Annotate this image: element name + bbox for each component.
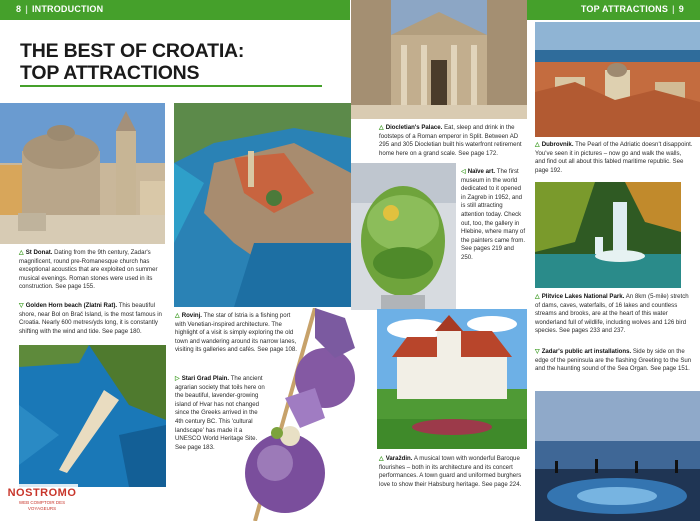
caption-zadar — [535, 348, 693, 374]
caption-title: Dubrovnik. — [541, 141, 574, 148]
triangle-left-icon: ◁ — [461, 168, 466, 175]
triangle-up-icon: △ — [19, 249, 24, 256]
page-title — [20, 40, 340, 84]
right-header: TOP ATTRACTIONS | 9 — [580, 4, 684, 14]
photo-rovinj — [174, 103, 351, 307]
triangle-down-icon: ▽ — [19, 302, 24, 309]
triangle-up-icon: △ — [379, 455, 384, 462]
caption-title: Varaždin. — [385, 455, 413, 462]
triangle-up-icon: △ — [535, 141, 540, 148]
caption-text: The first museum in the world dedicated to it opened in Zagreb in 1952, and is still attracting attention today. Check out, too, the gallery in Hlebine, where many of the painters came from. See pages 219 and 250. — [461, 168, 526, 261]
caption-title: Naïve art. — [467, 168, 496, 175]
page-title-line-1: THE BEST OF CROATIA: — [20, 40, 245, 62]
caption-text: The ancient agrarian society that toils here on the beautiful, lavender-growing island of Hvar has not changed since the Greeks arrived in the 4th century BC. This 'cultural landscape' has made it a UNESCO World Heritage Site. See page 183. — [175, 375, 265, 451]
caption-title: Rovinj. — [181, 312, 203, 319]
caption-text: The Pearl of the Adriatic doesn't disappoint. You've seen it in pictures – now go and walk the walls, and find out all about this fabled maritime republic. See page 192. — [535, 141, 693, 174]
triangle-down-icon: ▽ — [535, 348, 540, 355]
caption-text: This beautiful shore, near Bol on Brač Island, is the most famous in Croatia. Nearly 600 metres/yds long, it is constantly shifting with the wind and tide. See page 180. — [19, 302, 162, 335]
photo-varazdin — [377, 309, 527, 449]
right-header-bar — [527, 0, 700, 20]
left-header: 8 | INTRODUCTION — [16, 4, 104, 14]
triangle-up-icon: △ — [175, 312, 180, 319]
page-title-line-2: TOP ATTRACTIONS — [20, 62, 200, 84]
caption-st-donat — [19, 249, 165, 292]
logo-subtext: WEB COMPTOIR DES VOYAGEURS — [18, 500, 66, 511]
left-section-title: INTRODUCTION — [31, 4, 104, 14]
caption-diocletian — [379, 124, 527, 158]
caption-naive-art — [461, 168, 527, 263]
caption-varazdin — [379, 455, 527, 489]
right-section-title: TOP ATTRACTIONS — [580, 4, 669, 14]
triangle-right-icon: ▷ — [175, 375, 180, 382]
caption-text: Side by side on the edge of the peninsula are the flashing Greeting to the Sun and the haunting sound of the Sea Organ. See page 151. — [535, 348, 692, 373]
caption-dubrovnik — [535, 141, 693, 175]
caption-title: Zadar's public art installations. — [541, 348, 632, 355]
left-page-number: 8 — [16, 4, 22, 14]
caption-text: The star of Istria is a fishing port with Venetian-inspired architecture. The highlight of a visit is simply exploring the old town and wandering around its narrow lanes, visiting its galleries and cafés. See page 108. — [175, 312, 297, 354]
caption-plitvice — [535, 293, 693, 336]
right-page-number: 9 — [678, 4, 684, 14]
photo-st-donat — [0, 103, 165, 244]
caption-golden-horn — [19, 302, 165, 336]
caption-text: Eat, sleep and drink in the footsteps of a Roman emperor in Split. Between AD 295 and 305 Diocletian built his waterfront retirement home here on a grand scale. See page 172. — [379, 124, 522, 157]
left-header-bar — [0, 0, 350, 20]
photo-dubrovnik — [535, 22, 700, 137]
photo-naive-art — [351, 163, 456, 310]
caption-title: Stari Grad Plain. — [181, 375, 230, 382]
caption-title: Plitvice Lakes National Park. — [541, 293, 625, 300]
caption-title: St Donat. — [25, 249, 53, 256]
photo-zadar — [535, 391, 700, 521]
caption-text: An 8km (5-mile) stretch of dams, caves, waterfalls, of 16 lakes and countless streams and brooks, are at the heart of this water wonderland full of wildlife, including wolves and 126 bird species. See pages 233 and 237. — [535, 293, 689, 335]
photo-diocletian — [351, 0, 527, 119]
triangle-up-icon: △ — [379, 124, 384, 131]
nostromo-logo — [6, 484, 78, 514]
caption-text: Dating from the 9th century, Zadar's magnificent, round pre-Romanesque church has exceptional acoustics that are exploited on summer musical evenings. Roman stones were used in its construction. See page 155. — [19, 249, 158, 291]
caption-title: Golden Horn beach (Zlatni Rat). — [25, 302, 118, 309]
caption-text: A musical town with wonderful Baroque flourishes – both in its architecture and its concert performances. A town guard and uniformed burghers love to show their Habsburg heritage. See page 224. — [379, 455, 522, 488]
title-rule — [20, 85, 322, 87]
triangle-up-icon: △ — [535, 293, 540, 300]
caption-rovinj — [175, 312, 297, 355]
logo-text: NOSTROMO — [7, 487, 77, 499]
caption-title: Diocletian's Palace. — [385, 124, 443, 131]
photo-golden-horn — [19, 345, 166, 487]
caption-stari-grad — [175, 375, 267, 452]
photo-plitvice — [535, 182, 681, 288]
